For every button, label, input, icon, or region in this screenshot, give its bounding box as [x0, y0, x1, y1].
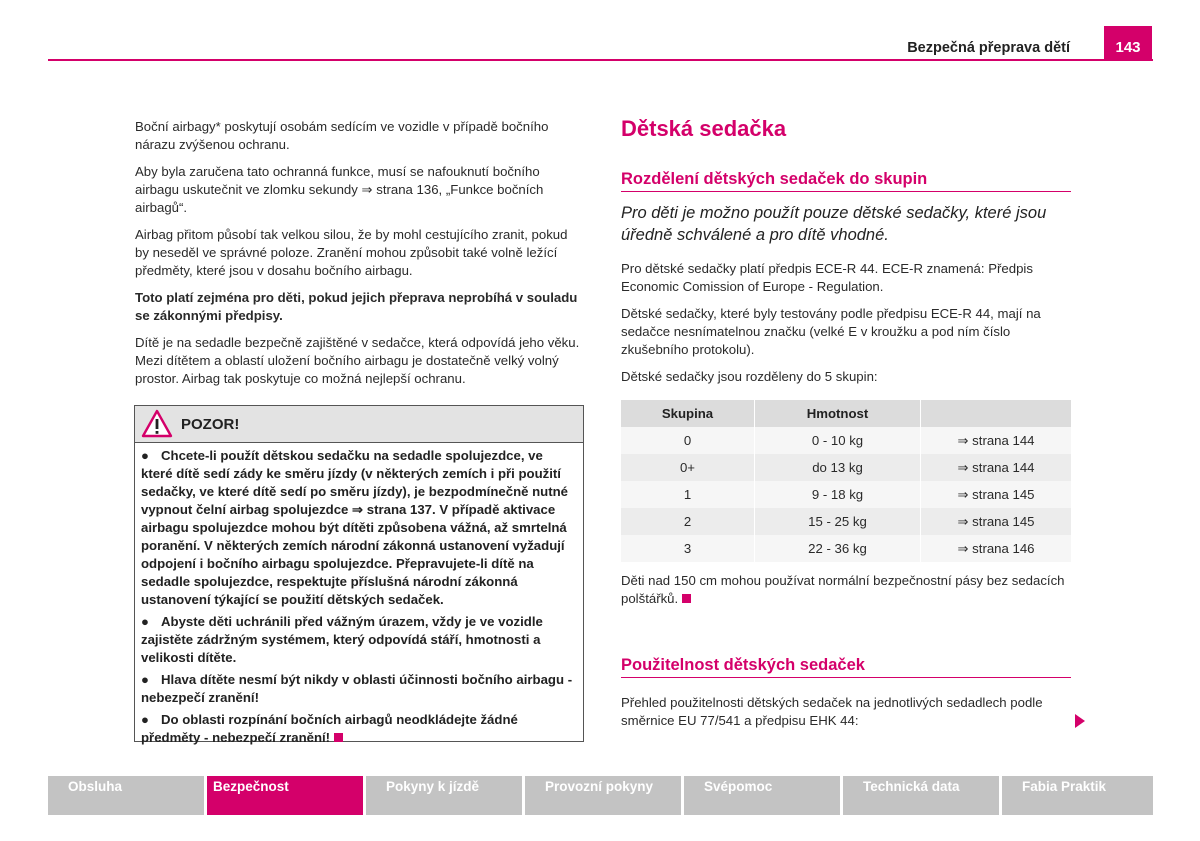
warning-header: [135, 406, 583, 443]
tab-bezpecnost[interactable]: Bezpečnost: [207, 776, 363, 815]
warning-list: [135, 443, 583, 747]
seat-belt-paragraph: Děti nad 150 cm mohou používat normální bezpečnostní pásy bez sedacích polštářků.: [621, 573, 1065, 606]
table-header-row: [621, 400, 1071, 427]
groups-intro-paragraph: Dětské sedačky jsou rozděleny do 5 skupin:: [621, 369, 878, 384]
table-row: [621, 427, 1071, 454]
bullet-icon: ●: [141, 672, 149, 687]
seat-secured-paragraph: Dítě je na sedadle bezpečně zajištěné v sedačce, která odpovídá jeho věku. Mezi dítětem a oblastí uložení bočního airbagu je dostatečně velký volný prostor. Airbag tak poskytuje co možná nejlepší ochranu.: [135, 335, 580, 386]
tab-pokyny-k-jizde[interactable]: Pokyny k jízdě: [366, 776, 522, 815]
section-title: Dětská sedačka: [621, 116, 787, 141]
mark-paragraph: Dětské sedačky, které byly testovány podle předpisu ECE-R 44, mají na sedačce nesnímatelnou značku (velké E v kroužku a pod ním číslo zkušebního protokolu).: [621, 306, 1041, 357]
table-cell: 9 - 18 kg: [755, 481, 921, 508]
tab-fabia-praktik[interactable]: Fabia Praktik: [1002, 776, 1153, 815]
lead-paragraph: Pro děti je možno použít pouze dětské sedačky, které jsou úředně schválené a pro dítě vhodné.: [621, 204, 1047, 244]
table-header-cell: Skupina: [621, 400, 755, 427]
table-cell: do 13 kg: [755, 454, 921, 481]
table-row: [621, 481, 1071, 508]
table-cell: ⇒ strana 145: [921, 481, 1072, 508]
tab-provozni-pokyny[interactable]: Provozní pokyny: [525, 776, 681, 815]
next-page-arrow-icon[interactable]: [1075, 714, 1085, 728]
warning-box: [134, 405, 584, 745]
tab-svepomoc[interactable]: Svépomoc: [684, 776, 840, 815]
regulation-paragraph: Pro dětské sedačky platí předpis ECE-R 44. ECE-R znamená: Předpis Economic Comission of Europe - Regulation.: [621, 261, 1033, 294]
warning-item: ● Hlava dítěte nesmí být nikdy v oblasti účinnosti bočního airbagu - nebezpečí zranění!: [141, 672, 573, 705]
tab-technicka-data[interactable]: Technická data: [843, 776, 999, 815]
chapter-nav: [48, 776, 1153, 815]
intro-paragraph: Boční airbagy* poskytují osobám sedícím ve vozidle v případě bočního nárazu zvýšenou ochranu.: [135, 119, 549, 152]
table-cell: ⇒ strana 144: [921, 454, 1072, 481]
header-divider: [48, 59, 1153, 61]
warning-title: POZOR!: [181, 415, 240, 433]
function-paragraph: Aby byla zaručena tato ochranná funkce, musí se nafouknutí bočního airbagu uskutečnit ve zlomku sekundy ⇒ strana 136, „Funkce bočních airbagů“.: [135, 164, 544, 215]
force-paragraph: Airbag přitom působí tak velkou silou, že by mohl cestujícího zranit, pokud by neseděl ve správné poloze. Zranění mohou způsobit také volně ležící předměty, které jsou v dosahu bočního airbagu.: [135, 227, 568, 278]
section-end-icon: [682, 594, 691, 603]
groups-heading: Rozdělení dětských sedaček do skupin: [621, 170, 1071, 192]
table-cell: 3: [621, 535, 755, 562]
running-header-title: Bezpečná přeprava dětí: [907, 40, 1070, 56]
table-cell: 1: [621, 481, 755, 508]
usability-paragraph: Přehled použitelnosti dětských sedaček na jednotlivých sedadlech podle směrnice EU 77/541 a předpisu EHK 44:: [621, 695, 1043, 728]
table-cell: ⇒ strana 144: [921, 427, 1072, 454]
warning-item: ● Do oblasti rozpínání bočních airbagů neodkládejte žádné předměty - nebezpečí zranění!: [141, 712, 518, 745]
warning-triangle-icon: [141, 409, 173, 439]
table-cell: 22 - 36 kg: [755, 535, 921, 562]
bullet-icon: ●: [141, 712, 149, 727]
table-cell: ⇒ strana 145: [921, 508, 1072, 535]
table-header-cell: Hmotnost: [755, 400, 921, 427]
table-cell: 2: [621, 508, 755, 535]
table-cell: 0 - 10 kg: [755, 427, 921, 454]
tab-obsluha[interactable]: Obsluha: [48, 776, 204, 815]
usability-heading: Použitelnost dětských sedaček: [621, 656, 1071, 678]
groups-table: [621, 400, 1071, 562]
table-row: [621, 535, 1071, 562]
warning-item: ● Chcete-li použít dětskou sedačku na sedadle spolujezdce, ve které dítě sedí zády ke směru jízdy (v některých zemích i při použití sedačky, ve které dítě sedí po směru jízdy), je bezpodmínečně nutné vypnout čelní airbag spolujezdce ⇒ strana 137. V případě aktivace airbagu spolujezdce mohou být dítěti způsobena vážná, až smrtelná poranění. V některých zemích národní zákonná ustanovení vyžadují odpojení i bočního airbagu spolujezdce. Přepravujete-li dítě na sedadle spolujezdce, respektujte příslušná národní zákonná ustanovení týkající se použití dětských sedaček.: [141, 448, 569, 607]
right-column: [621, 116, 1071, 730]
children-note-paragraph: Toto platí zejména pro děti, pokud jejich přeprava neprobíhá v souladu se zákonnými předpisy.: [135, 290, 578, 323]
table-row: [621, 508, 1071, 535]
page-number: 143: [1104, 26, 1152, 60]
table-cell: 15 - 25 kg: [755, 508, 921, 535]
bullet-icon: ●: [141, 614, 149, 629]
bullet-icon: ●: [141, 448, 149, 463]
table-header-cell: [921, 400, 1072, 427]
left-column: [135, 118, 585, 397]
warning-item: ● Abyste děti uchránili před vážným úrazem, vždy je ve vozidle zajistěte zádržným systémem, který odpovídá stáří, hmotnosti a velikosti dítěte.: [141, 614, 543, 665]
table-cell: ⇒ strana 146: [921, 535, 1072, 562]
table-row: [621, 454, 1071, 481]
table-cell: 0+: [621, 454, 755, 481]
section-end-icon: [334, 733, 343, 742]
table-cell: 0: [621, 427, 755, 454]
